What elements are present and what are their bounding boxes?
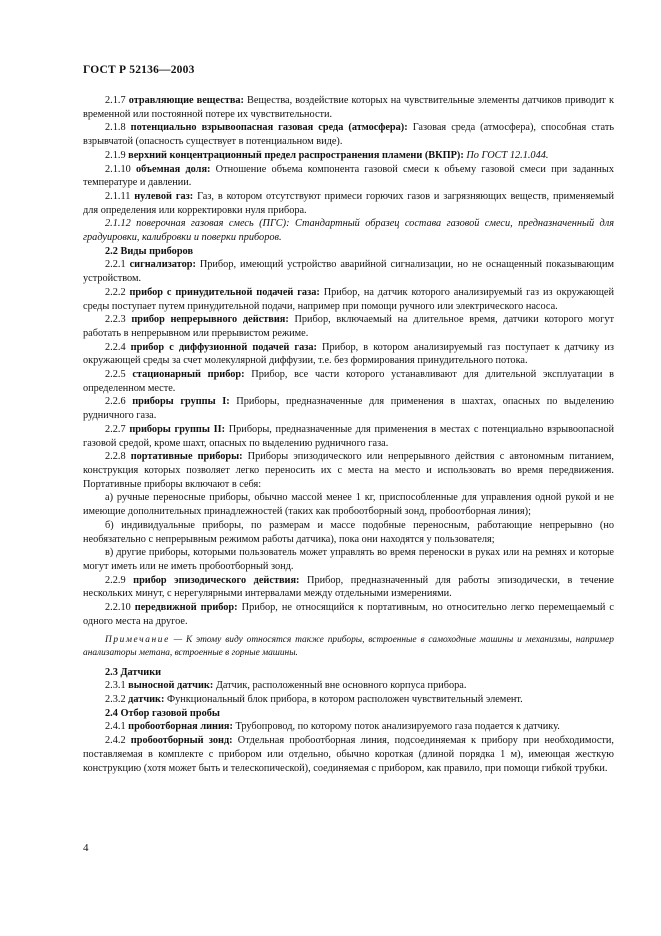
paragraph-2-2-9: 2.2.9 прибор эпизодического действия: Прибор, предназначенный для работы эпизодически, в течение нескольких минут, с нерегулярными интервалами между отдельными измерениями. (83, 574, 615, 600)
document-body (83, 94, 614, 775)
paragraph-2-1-7: 2.1.7 отравляющие вещества: Вещества, воздействие которых на чувствительные элементы датчиков приводит к временной или постоянной потере их чувствительности. (83, 95, 614, 120)
section-heading-2-3: 2.3 Датчики (105, 666, 162, 678)
section-heading-2-4: 2.4 Отбор газовой пробы (105, 707, 220, 719)
note-text: — К этому виду относятся также приборы, встроенные в самоходные машины и механизмы, например анализаторы метана, встроенные в горные машины. (83, 635, 614, 659)
paragraph-2-2-1: 2.2.1 сигнализатор: Прибор, имеющий устройство аварийной сигнализации, но не оснащенный показывающим устройством. (83, 259, 614, 285)
paragraph-2-3-2: 2.3.2 датчик: Функциональный блок прибора, в котором расположен чувствительный элемент. (105, 694, 523, 706)
list-item-a: а) ручные переносные приборы, обычно массой менее 1 кг, приспособленные для управления одной рукой и не имеющие дополнительных принадлежностей (таких как пробоотборный зонд, пробоотборная линия); (83, 492, 614, 518)
paragraph-2-4-1: 2.4.1 пробоотборная линия: Трубопровод, по которому поток анализируемого газа подается к датчику. (105, 721, 560, 733)
paragraph-2-4-2: 2.4.2 пробоотборный зонд: Отдельная пробоотборная линия, подсоединяемая к прибору при необходимости, поставляемая в комплекте с прибором или отдельно, обычно короткая (длиной порядка 1 м), имеющая жесткую конструкцию (хотя может быть и телескопической), соединяемая с прибором, как правило, при помощи гибкой трубки. (83, 735, 615, 774)
paragraph-2-2-8: 2.2.8 портативные приборы: Приборы эпизодического или непрерывного действия с автономным питанием, конструкция которых позволяет легко переносить их с места на место и использовать во время передвижения. Портативные приборы включают в себя: (83, 451, 615, 490)
paragraph-2-2-2: 2.2.2 прибор с принудительной подачей газа: Прибор, на датчик которого анализируемый газ из окружающей среды поступает путем принудительной подачи, например при помощи ручного или электрического насоса. (83, 286, 614, 312)
paragraph-2-2-6: 2.2.6 приборы группы I: Приборы, предназначенные для применения в шахтах, опасных по выделению рудничного газа. (83, 396, 614, 422)
paragraph-2-2-5: 2.2.5 стационарный прибор: Прибор, все части которого устанавливают для длительной эксплуатации в определенном месте. (83, 369, 615, 394)
note-label: Примечание (105, 635, 170, 646)
paragraph-2-2-10: 2.2.10 передвижной прибор: Прибор, не относящийся к портативным, но относительно легко перемещаемый с одного места на другое. (83, 602, 614, 627)
paragraph-2-2-3: 2.2.3 прибор непрерывного действия: Прибор, включаемый на длительное время, датчики которого могут работать в непрерывном или прерывистом режиме. (83, 314, 615, 339)
paragraph-2-2-4: 2.2.4 прибор с диффузионной подачей газа: Прибор, в котором анализируемый газ поступает к датчику из окружающей среды за счет молекулярной диффузии, т.е. без формирования принудительного потока. (83, 341, 615, 367)
section-heading-2-2: 2.2 Виды приборов (105, 245, 194, 257)
list-item-b: б) индивидуальные приборы, по размерам и массе подобные переносным, работающие непрерывно (но необязательно с непрерывным режимом работы датчика), пока они находятся у пользователя; (83, 519, 614, 545)
page-number: 4 (83, 842, 89, 854)
note (83, 634, 614, 659)
paragraph-2-1-10: 2.1.10 объемная доля: Отношение объема компонента газовой смеси к объему газовой смеси при заданных температуре и давлении. (83, 163, 615, 189)
paragraph-2-3-1: 2.3.1 выносной датчик: Датчик, расположенный вне основного корпуса прибора. (105, 680, 467, 692)
paragraph-2-1-11: 2.1.11 нулевой газ: Газ, в котором отсутствуют примеси горючих газов и загрязняющих веществ, применяемый для определения или корректировки нуля прибора. (83, 190, 614, 216)
list-item-v: в) другие приборы, которыми пользователь может управлять во время переноски в руках или на ремнях и которые могут иметь или не иметь пробоотборный зонд. (83, 547, 614, 572)
paragraph-2-1-8: 2.1.8 потенциально взрывоопасная газовая среда (атмосфера): Газовая среда (атмосфера), способная стать взрывчатой (опасность существует в потенциальном виде). (83, 122, 615, 148)
paragraph-2-1-9: 2.1.9 верхний концентрационный предел распространения пламени (ВКПР): По ГОСТ 12.1.044. (105, 149, 549, 161)
document-header: ГОСТ Р 52136—2003 (83, 64, 195, 76)
paragraph-2-2-7: 2.2.7 приборы группы II: Приборы, предназначенные для применения в местах с потенциально взрывоопасной газовой средой, кроме шахт, опасных по выделению рудничного газа. (83, 423, 614, 449)
paragraph-2-1-12: 2.1.12 поверочная газовая смесь (ПГС): Стандартный образец состава газовой смеси, предназначенный для градуировки, калибровки и поверки приборов. (83, 218, 615, 244)
